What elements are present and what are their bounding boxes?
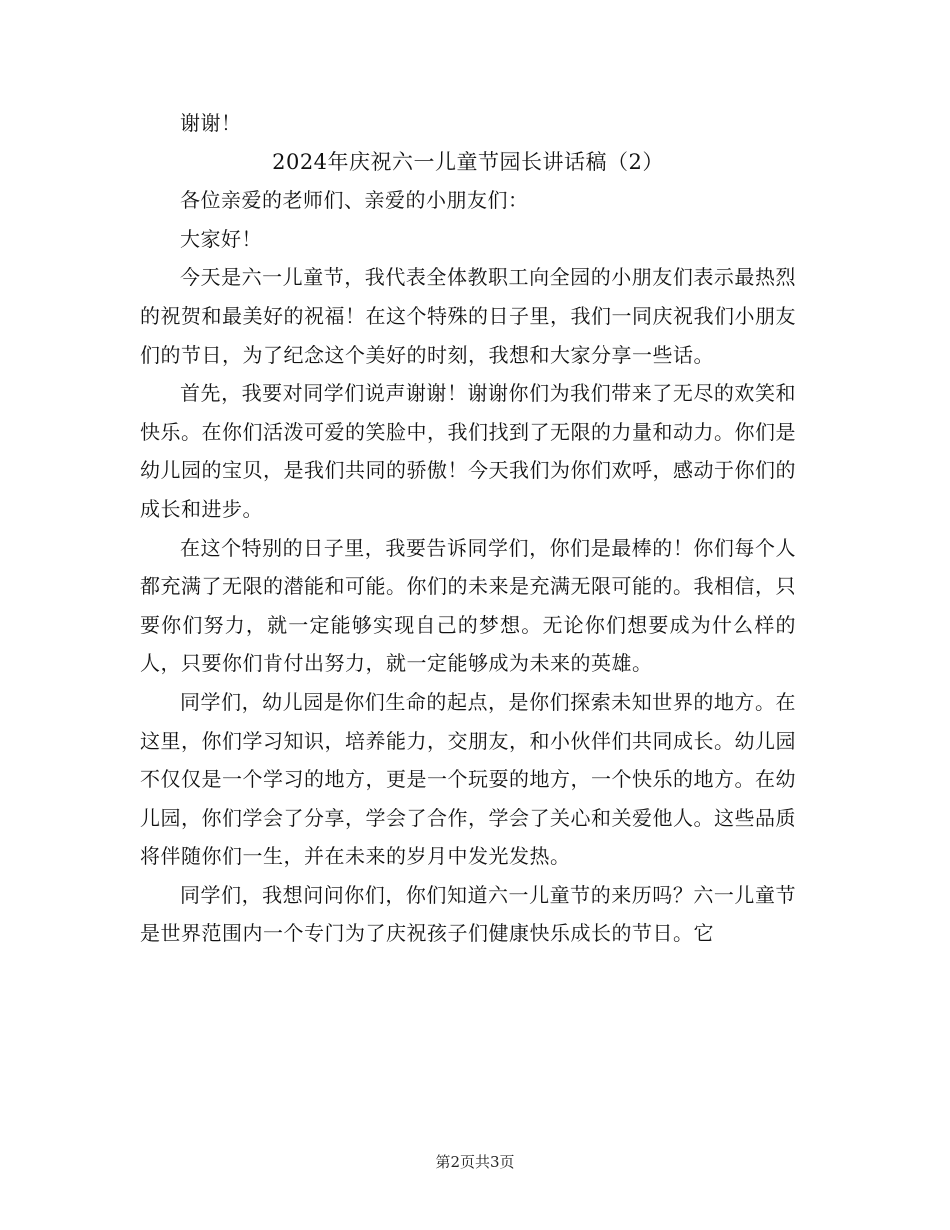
lead-line: 谢谢！: [180, 111, 242, 135]
paragraph-3: 在这个特别的日子里，我要告诉同学们，你们是最棒的！你们每个人都充满了无限的潜能和可能。你们的未来是充满无限可能的。我相信，只要你们努力，就一定能够实现自己的梦想。无论你们想要成为什么样的人，只要你们肯付出努力，就一定能够成为未来的英雄。: [140, 535, 796, 676]
document-title: 2024年庆祝六一儿童节园长讲话稿（2）: [272, 149, 664, 174]
greeting: 大家好！: [180, 226, 262, 251]
document-body: [140, 104, 796, 953]
paragraph-4: 同学们，幼儿园是你们生命的起点，是你们探索未知世界的地方。在这里，你们学习知识，培养能力，交朋友，和小伙伴们共同成长。幼儿园不仅仅是一个学习的地方，更是一个玩耍的地方，一个快乐的地方。在幼儿园，你们学会了分享，学会了合作，学会了关心和关爱他人。这些品质将伴随你们一生，并在未来的岁月中发光发热。: [140, 689, 796, 869]
paragraph-5: 同学们，我想问问你们，你们知道六一儿童节的来历吗？六一儿童节是世界范围内一个专门为了庆祝孩子们健康快乐成长的节日。它: [140, 882, 796, 946]
paragraph-2: 首先，我要对同学们说声谢谢！谢谢你们为我们带来了无尽的欢笑和快乐。在你们活泼可爱的笑脸中，我们找到了无限的力量和动力。你们是幼儿园的宝贝，是我们共同的骄傲！今天我们为你们欢呼，感动于你们的成长和进步。: [140, 381, 796, 521]
salutation: 各位亲爱的老师们、亲爱的小朋友们：: [180, 188, 529, 213]
page-footer: 第2页共3页: [435, 1153, 515, 1171]
paragraph-1: 今天是六一儿童节，我代表全体教职工向全园的小朋友们表示最热烈的祝贺和最美好的祝福！在这个特殊的日子里，我们一同庆祝我们小朋友们的节日，为了纪念这个美好的时刻，我想和大家分享一些话。: [140, 265, 796, 367]
